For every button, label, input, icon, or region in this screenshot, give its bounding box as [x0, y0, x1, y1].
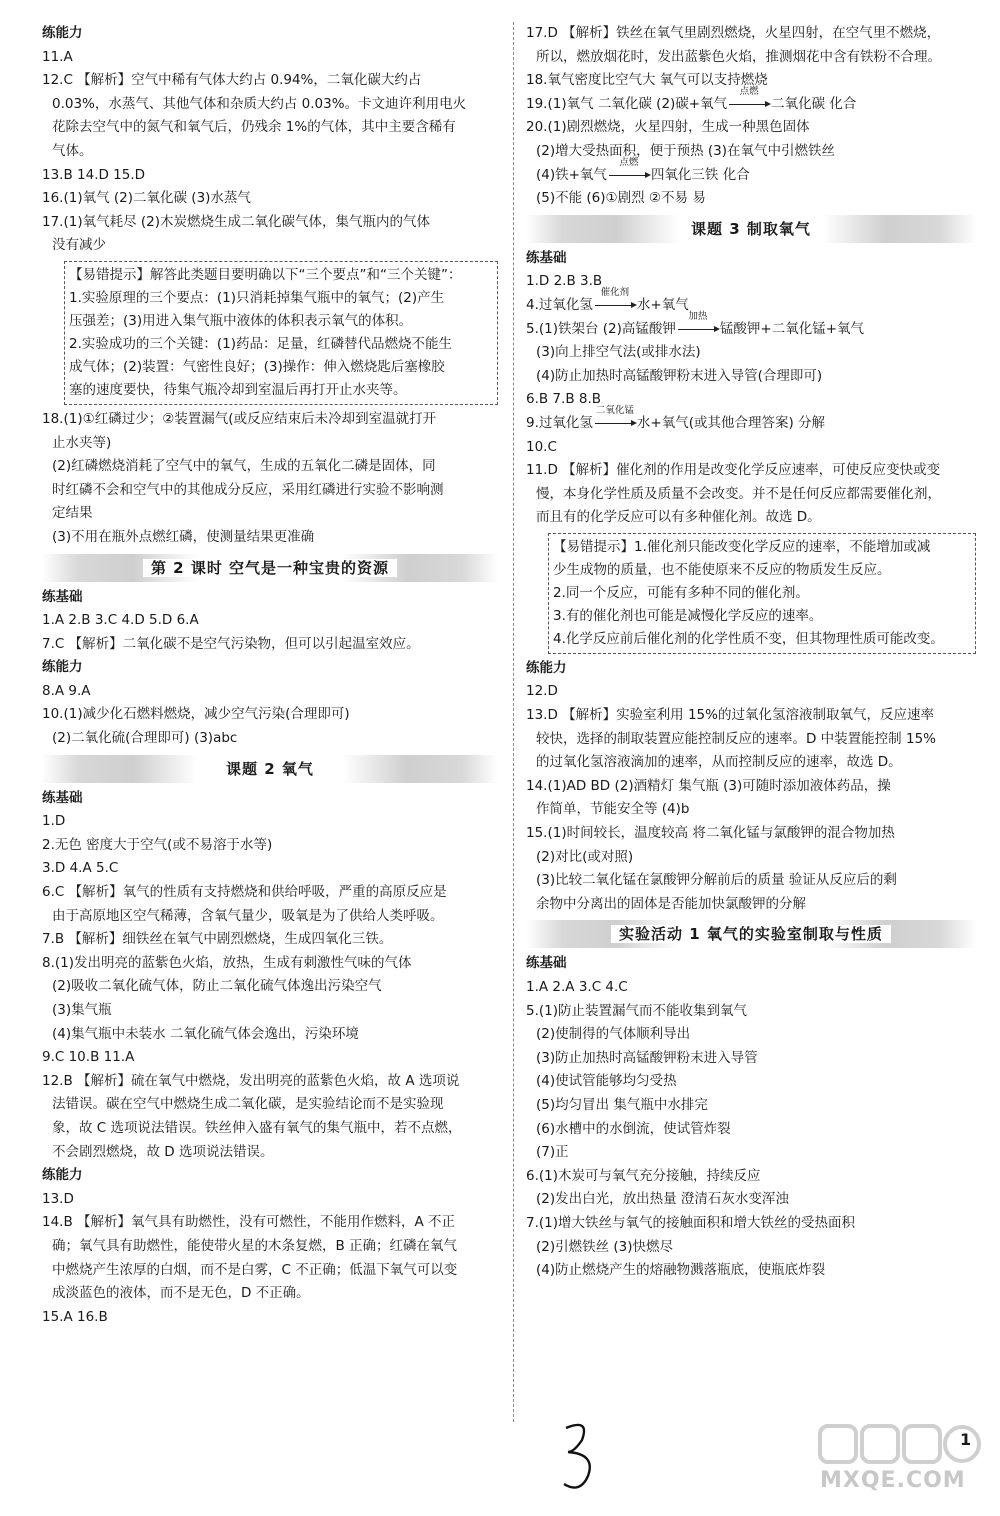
- left-column: [42, 22, 498, 1329]
- equation-reactants: 9.过氧化氢: [526, 414, 593, 431]
- answer-continuation: (4)防止加热时高锰酸钾粉末进入导管(合理即可): [536, 367, 823, 384]
- tip-line: 塞的速度要快，待集气瓶冷却到室温后再打开止水夹等。: [69, 381, 407, 398]
- equation-products: 四氧化三铁 化合: [650, 166, 750, 183]
- answer-line: 5.(1)防止装置漏气而不能收集到氧气: [526, 1002, 748, 1019]
- answer-continuation: (7)正: [536, 1144, 569, 1161]
- equation-line: [526, 85, 976, 117]
- answer-line: 13.D: [42, 1190, 74, 1207]
- answer-line: 9.C 10.B 11.A: [42, 1049, 135, 1066]
- equation-products: 二氧化碳 化合: [771, 95, 857, 112]
- tip-line: 【易错提示】1.催化剂只能改变化学反应的速率，不能增加或减: [553, 538, 931, 555]
- answer-continuation: 成淡蓝色的液体，而不是无色，D 不正确。: [52, 1285, 310, 1302]
- answer-line: 11.A: [42, 48, 73, 65]
- answer-line: 20.(1)剧烈燃烧，火星四射，生成一种黑色固体: [526, 119, 810, 136]
- answer-line: 17.D 【解析】铁丝在氧气里剧烈燃烧，火星四射，在空气里不燃烧，: [526, 25, 941, 41]
- arrow-shaft: [609, 175, 649, 176]
- section-heading: 练基础: [42, 588, 83, 605]
- equation-products: 水+氧气(或其他合理答案) 分解: [636, 414, 826, 431]
- answer-continuation: (3)防止加热时高锰酸钾粉末进入导管: [536, 1049, 758, 1066]
- answer-line: 8.(1)发出明亮的蓝紫色火焰，放热，生成有刺激性气味的气体: [42, 954, 412, 971]
- answer-continuation: (3)向上排空气法(或排水法): [536, 344, 701, 361]
- lesson-title: 课题 2 氧气: [218, 760, 322, 778]
- lesson-banner: [42, 554, 498, 582]
- answer-line: 18.(1)①红磷过少；②装置漏气(或反应结束后未冷却到室温就打开: [42, 410, 437, 427]
- lesson-banner: [526, 215, 976, 243]
- answer-line: 2.无色 密度大于空气(或不易溶于水等): [42, 836, 273, 853]
- answer-line: 12.C 【解析】空气中稀有气体大约占 0.94%，二氧化碳大约占: [42, 72, 422, 89]
- answer-continuation: 没有减少: [52, 237, 106, 254]
- answer-continuation: 花除去空气中的氮气和氧气后，仍残余 1%的气体，其中主要含稀有: [52, 119, 456, 136]
- answer-line: 1.A 2.A 3.C 4.C: [526, 979, 628, 995]
- tip-line: 【易错提示】解答此类题目要明确以下“三个要点”和“三个关键”：: [69, 266, 462, 283]
- reaction-arrow-icon: [727, 85, 771, 111]
- answer-line: 18.氧气密度比空气大 氧气可以支持燃烧: [526, 72, 768, 89]
- error-tip-box: [64, 261, 498, 405]
- tip-line: 2.同一个反应，可能有多种不同的催化剂。: [553, 584, 809, 601]
- equation-reactants: 19.(1)氧气 二氧化碳 (2)碳+氧气: [526, 95, 728, 112]
- lesson-title: 实验活动 1 氧气的实验室制取与性质: [611, 925, 891, 943]
- answer-continuation: 余物中分离出的固体是否能加快氯酸钾的分解: [536, 895, 806, 912]
- answer-line: 3.D 4.A 5.C: [42, 860, 119, 877]
- arrow-shaft: [595, 305, 635, 306]
- answer-continuation: (2)吸收二氧化硫气体，防止二氧化硫气体逸出污染空气: [52, 978, 382, 995]
- answer-line: 13.B 14.D 15.D: [42, 166, 146, 183]
- answer-continuation: (3)比较二氧化锰在氯酸钾分解前后的质量 验证从反应后的剩: [536, 872, 897, 889]
- tip-line: 3.有的催化剂也可能是减慢化学反应的速率。: [553, 607, 823, 624]
- answer-continuation: 所以，燃放烟花时，发出蓝紫色火焰，推测烟花中含有铁粉不合理。: [536, 48, 941, 65]
- column-divider: [513, 22, 514, 1422]
- answer-continuation: 时红磷不会和空气中的其他成分反应，采用红磷进行实验不影响测: [52, 481, 444, 498]
- answer-continuation: (5)不能 (6)①剧烈 ②不易 易: [536, 190, 706, 207]
- tip-line: 压强差；(3)用进入集气瓶中液体的体积表示氧气的体积。: [69, 312, 413, 329]
- answer-line: 1.A 2.B 3.C 4.D 5.D 6.A: [42, 612, 199, 629]
- answer-continuation: 不会剧烈燃烧，故 D 选项说法错误。: [52, 1143, 274, 1160]
- answer-continuation: (4)防止燃烧产生的熔融物溅落瓶底，使瓶底炸裂: [536, 1262, 826, 1279]
- answer-continuation: (3)不用在瓶外点燃红磷，使测量结果更准确: [52, 528, 315, 545]
- answer-line: 13.D 【解析】实验室利用 15%的过氧化氢溶液制取氧气，反应速率: [526, 707, 934, 724]
- answer-continuation: (2)红磷燃烧消耗了空气中的氧气，生成的五氧化二磷是固体，同: [52, 458, 436, 475]
- answer-line: 6.C 【解析】氧气的性质有支持燃烧和供给呼吸，严重的高原反应是: [42, 884, 447, 901]
- answer-line: 16.(1)氧气 (2)二氧化碳 (3)水蒸气: [42, 190, 251, 207]
- answer-line: 6.B 7.B 8.B: [526, 391, 602, 408]
- lesson-banner: [42, 755, 498, 783]
- answer-line: 1.D 2.B 3.B: [526, 273, 603, 290]
- answer-line: 1.D: [42, 813, 66, 830]
- answer-continuation: 作简单，节能安全等 (4)b: [536, 801, 690, 818]
- answer-line: 7.B 【解析】细铁丝在氧气中剧烈燃烧，生成四氧化三铁。: [42, 931, 393, 948]
- tip-line: 4.化学反应前后催化剂的化学性质不变，但其物理性质可能改变。: [553, 630, 944, 647]
- answer-line: 17.(1)氧气耗尽 (2)木炭燃烧生成二氧化碳气体，集气瓶内的气体: [42, 213, 431, 230]
- equation-products: 锰酸钾+二氧化锰+氧气: [719, 320, 865, 337]
- answer-continuation: (2)对比(或对照): [536, 848, 634, 865]
- equation-line: [526, 286, 976, 318]
- answer-line: 10.(1)减少化石燃料燃烧，减少空气污染(合理即可): [42, 706, 350, 723]
- equation-reactants: 5.(1)铁架台 (2)高锰酸钾: [526, 320, 676, 337]
- section-heading: 练能力: [526, 659, 567, 676]
- tip-line: 1.实验原理的三个要点：(1)只消耗掉集气瓶中的氧气；(2)产生: [69, 289, 445, 306]
- reaction-condition: 加热: [688, 310, 708, 322]
- answer-line: 7.(1)增大铁丝与氧气的接触面积和增大铁丝的受热面积: [526, 1214, 856, 1231]
- answer-line: 12.B 【解析】硫在氧气中燃烧，发出明亮的蓝紫色火焰，故 A 选项说: [42, 1072, 460, 1089]
- answer-continuation: (2)使制得的气体顺利导出: [536, 1026, 691, 1043]
- section-heading: 练能力: [42, 659, 83, 676]
- equation-products: 水+氧气: [636, 296, 689, 313]
- reaction-condition: 催化剂: [600, 286, 630, 298]
- answer-continuation: (4)使试管能够均匀受热: [536, 1073, 677, 1090]
- answer-continuation: 定结果: [52, 505, 93, 522]
- equation-line: [526, 310, 976, 342]
- handwritten-mark: [560, 1418, 600, 1498]
- section-heading: 练基础: [526, 955, 567, 972]
- arrow-shaft: [729, 104, 769, 105]
- answer-continuation: (6)水槽中的水倒流，使试管炸裂: [536, 1120, 731, 1137]
- tip-line: 2.实验成功的三个关键：(1)药品：足量，红磷替代品燃烧不能生: [69, 335, 453, 352]
- lesson-title: 课题 3 制取氧气: [683, 220, 819, 238]
- answer-line: 14.(1)AD BD (2)酒精灯 集气瓶 (3)可随时添加液体药品，操: [526, 777, 891, 794]
- answer-continuation: 0.03%，水蒸气、其他气体和杂质大约占 0.03%。卡文迪许利用电火: [52, 95, 467, 112]
- answer-line: 12.D: [526, 683, 558, 700]
- right-column: [526, 22, 976, 1283]
- equation-line: [526, 156, 976, 188]
- answer-continuation: (5)均匀冒出 集气瓶中水排完: [536, 1096, 708, 1113]
- answer-line: 15.A 16.B: [42, 1308, 108, 1325]
- reaction-condition: 二氧化锰: [595, 404, 634, 416]
- answer-continuation: 止水夹等): [52, 434, 112, 451]
- section-heading: 练基础: [526, 249, 567, 266]
- answer-line: 14.B 【解析】氧气具有助燃性，没有可燃性，不能用作燃料，A 不正: [42, 1214, 456, 1231]
- answer-continuation: 的过氧化氢溶液滴加的速率，从而控制反应的速率，故选 D。: [536, 754, 902, 771]
- reaction-arrow-icon: [593, 286, 637, 312]
- answer-continuation: 气体。: [52, 142, 93, 159]
- answer-continuation: 慢，本身化学性质及质量不会改变。并不是任何反应都需要催化剂，: [536, 485, 941, 502]
- reaction-arrow-icon: [607, 156, 651, 182]
- watermark: [812, 1420, 992, 1510]
- answer-continuation: 较快，选择的制取装置应能控制反应的速率。D 中装置能控制 15%: [536, 730, 936, 747]
- answer-continuation: (2)增大受热面积，便于预热 (3)在氧气中引燃铁丝: [536, 142, 836, 159]
- answer-continuation: (3)集气瓶: [52, 1002, 112, 1018]
- tip-line: 少生成物的质量，也不能使原来不反应的物质发生反应。: [553, 561, 891, 578]
- lesson-title: 第 2 课时 空气是一种宝贵的资源: [143, 559, 397, 577]
- answer-continuation: 法错误。碳在空气中燃烧生成二氧化碳，是实验结论而不是实验现: [52, 1096, 444, 1113]
- reaction-condition: 点燃: [619, 156, 639, 168]
- reaction-arrow-icon: [676, 310, 720, 336]
- section-heading: 练能力: [42, 1167, 83, 1184]
- answer-continuation: (2)二氧化硫(合理即可) (3)abc: [52, 730, 238, 747]
- error-tip-box: [548, 533, 976, 654]
- section-heading: 练基础: [42, 789, 83, 806]
- answer-continuation: (4)集气瓶中未装水 二氧化硫气体会逸出，污染环境: [52, 1025, 359, 1042]
- answer-line: 10.C: [526, 438, 557, 455]
- tip-line: 成气体；(2)装置：气密性良好；(3)操作：伸入燃烧匙后塞橡胶: [69, 358, 445, 375]
- equation-line: [526, 404, 976, 436]
- reaction-arrow-icon: [593, 404, 637, 430]
- watermark-logo-icon: [816, 1420, 986, 1468]
- answer-line: 7.C 【解析】二氧化碳不是空气污染物，但可以引起温室效应。: [42, 635, 420, 652]
- answer-continuation: (2)引燃铁丝 (3)快燃尽: [536, 1238, 674, 1255]
- equation-reactants: 4.过氧化氢: [526, 296, 593, 313]
- answer-line: 6.(1)木炭可与氧气充分接触，持续反应: [526, 1167, 761, 1184]
- reaction-condition: 点燃: [739, 85, 759, 97]
- answer-continuation: 而且有的化学反应可以有多种催化剂。故选 D。: [536, 509, 821, 526]
- answer-continuation: 确；氧气具有助燃性，能使带火星的木条复燃，B 正确；红磷在氧气: [52, 1237, 458, 1254]
- answer-line: 15.(1)时间较长，温度较高 将二氧化锰与氯酸钾的混合物加热: [526, 825, 895, 842]
- answer-continuation: 中燃烧产生浓厚的白烟，而不是白雾，C 不正确；低温下氧气可以变: [52, 1261, 458, 1278]
- answer-continuation: 由于高原地区空气稀薄，含氧气量少，吸氧是为了供给人类呼吸。: [52, 907, 444, 924]
- arrow-shaft: [678, 329, 718, 330]
- answer-line: 11.D 【解析】催化剂的作用是改变化学反应速率，可使反应变快或变: [526, 462, 941, 479]
- answer-continuation: (2)发出白光，放出热量 澄清石灰水变浑浊: [536, 1191, 789, 1208]
- watermark-text: MXQE.COM: [820, 1468, 966, 1493]
- page-number: 1: [960, 1430, 972, 1449]
- answer-line: 8.A 9.A: [42, 682, 91, 699]
- arrow-shaft: [595, 423, 635, 424]
- equation-reactants: (4)铁+氧气: [536, 166, 607, 183]
- lesson-banner: [526, 920, 976, 948]
- section-heading: 练能力: [42, 25, 83, 41]
- answer-continuation: 象，故 C 选项说法错误。铁丝伸入盛有氧气的集气瓶中，若不点燃，: [52, 1119, 462, 1136]
